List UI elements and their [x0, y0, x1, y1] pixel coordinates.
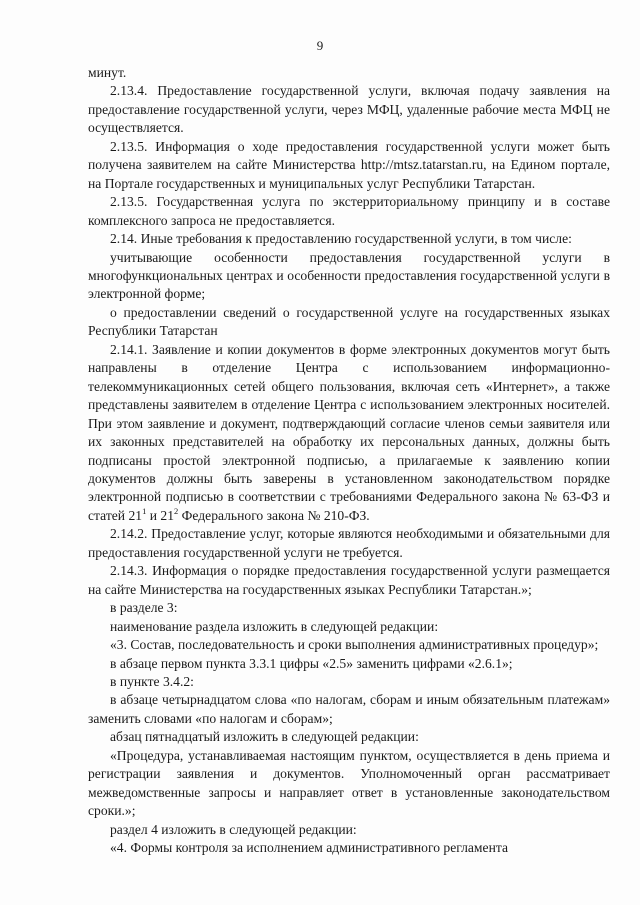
superscript: 1 [142, 505, 147, 516]
document-body [88, 64, 610, 857]
paragraph: «4. Формы контроля за исполнением административного регламента [110, 840, 508, 856]
paragraph: 2.13.5. Информация о ходе предоставления государственной услуги может быть получена заявителем на сайте Министерства http://mtsz.tatarstan.ru, на Едином портале, на Портале государственных и муниципальных услуг Республики Татарстан. [88, 138, 610, 191]
paragraph: в разделе 3: [110, 600, 178, 616]
paragraph: 2.13.5. Государственная услуга по экстерриториальному принципу и в составе комплексного запроса не предоставляется. [88, 194, 610, 228]
paragraph: 2.13.4. Предоставление государственной услуги, включая подачу заявления на предоставление государственной услуги, через МФЦ, удаленные рабочие места МФЦ не осуществляется. [88, 83, 610, 136]
paragraph: 2.14. Иные требования к предоставлению государственной услуги, в том числе: [110, 231, 572, 247]
paragraph: 2.14.3. Информация о порядке предоставления государственной услуги размещается на сайте Министерства на государственных языках Республики Татарстан.»; [88, 563, 610, 597]
paragraph: 2.14.2. Предоставление услуг, которые являются необходимыми и обязательными для предоставления государственной услуги не требуется. [88, 526, 610, 560]
paragraph: в пункте 3.4.2: [110, 673, 194, 689]
page-number: 9 [316, 38, 324, 53]
paragraph-text: Федерального закона № 210-ФЗ. [178, 507, 370, 523]
superscript: 2 [174, 505, 179, 516]
paragraph: «Процедура, устанавливаемая настоящим пунктом, осуществляется в день приема и регистрации заявления и документов. Уполномоченный орган рассматривает межведомственные запросы и направляет ответ в установленные законодательством сроки.»; [88, 747, 610, 819]
paragraph: о предоставлении сведений о государственной услуге на государственных языках Республики Татарстан [88, 304, 610, 339]
paragraph [88, 341, 610, 526]
paragraph: «3. Состав, последовательность и сроки выполнения административных процедур»; [110, 637, 599, 653]
paragraph: минут. [88, 65, 127, 80]
paragraph: абзац пятнадцатый изложить в следующей редакции: [110, 729, 419, 745]
paragraph-text: и 21 [146, 507, 174, 523]
paragraph: учитывающие особенности предоставления государственной услуги в многофункциональных центрах и особенности предоставления государственной услуги в электронной форме; [88, 249, 610, 302]
paragraph: в абзаце первом пункта 3.3.1 цифры «2.5» заменить цифрами «2.6.1»; [110, 655, 513, 671]
paragraph: в абзаце четырнадцатом слова «по налогам, сборам и иным обязательным платежам» заменить словами «по налогам и сборам»; [88, 692, 610, 726]
paragraph-text: 2.14.1. Заявление и копии документов в форме электронных документов могут быть направлены в отделение Центра с использованием информационно-телекоммуникационных сетей общего пользования, включая сеть «Интернет», а также представлены заявителем в отделение Центра с использованием электронных носителей. При этом заявление и документ, подтверждающий согласие членов семьи заявителя или их законных представителей на обработку их персональных данных, должны быть подписаны простой электронной подписью, а прилагаемые к заявлению копии документов должны быть заверены в установленном законодательством порядке электронной подписью в соответствии с требованиями Федерального закона № 63-ФЗ и статей 21 [88, 341, 610, 523]
paragraph: раздел 4 изложить в следующей редакции: [110, 821, 357, 837]
paragraph: наименование раздела изложить в следующей редакции: [110, 618, 439, 634]
